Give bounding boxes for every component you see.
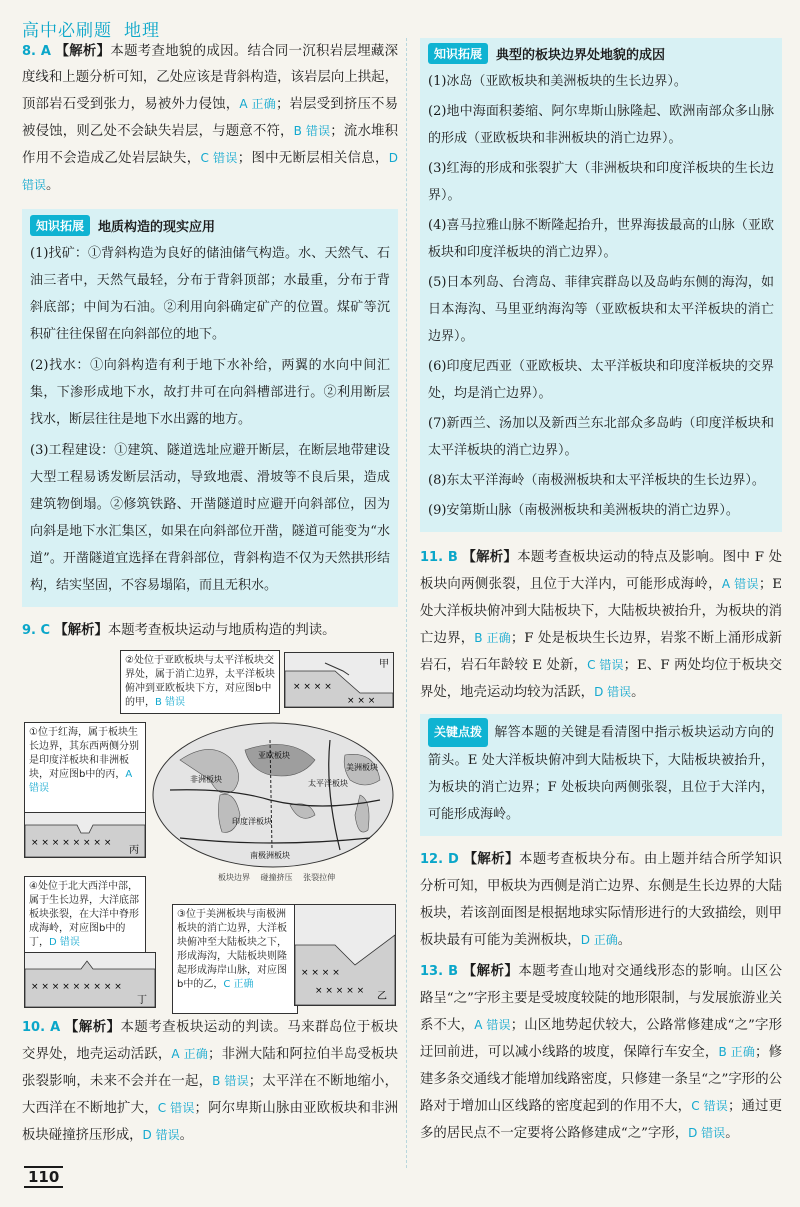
key-point-box bbox=[420, 714, 782, 836]
map-label-antarctic: 南极洲板块 bbox=[250, 851, 290, 860]
q11-seg5: 。 bbox=[631, 685, 645, 700]
q9-tag: 【解析】 bbox=[54, 622, 108, 638]
q10-tag: 【解析】 bbox=[64, 1019, 121, 1035]
q11-ans4: D 错误 bbox=[594, 685, 632, 699]
q10-seg3: ；太平洋在不断地缩小，大西洋在不断地扩大， bbox=[22, 1074, 398, 1116]
callout-1-text: ①位于红海，属于板块生长边界，其东西两侧分别是印度洋板块和非洲板块，对应图b中的丙， bbox=[29, 727, 139, 780]
q12-answer bbox=[420, 846, 782, 954]
q10-seg5: 。 bbox=[179, 1128, 193, 1143]
label-ding: 丁 bbox=[137, 995, 147, 1006]
q9-text: 本题考查板块运动与地质构造的判读。 bbox=[107, 623, 336, 638]
column-divider bbox=[406, 38, 407, 1168]
kb2-item-8: (8)东太平洋海岭（南极洲板块和太平洋板块的生长边界）。 bbox=[428, 473, 765, 488]
q10-ans2: B 错误 bbox=[212, 1074, 249, 1088]
q11-tag: 【解析】 bbox=[462, 549, 518, 565]
section-ding bbox=[24, 952, 156, 1008]
kb2-item-7: (7)新西兰、汤加以及新西兰东北部众多岛屿（印度洋板块和太平洋板块的消亡边界）。 bbox=[428, 416, 774, 458]
subject-title: 地理 bbox=[124, 21, 160, 41]
q11-ans3: C 错误 bbox=[587, 658, 624, 672]
q8-ans2: B 错误 bbox=[293, 124, 331, 138]
book-title: 高中必刷题 bbox=[22, 21, 112, 41]
kb2-item-2: (2)地中海面积萎缩、阿尔卑斯山脉隆起、欧洲南部众多山脉的形成（亚欧板块和非洲板块的消亡边界）。 bbox=[428, 104, 774, 146]
q13-ans4: D 错误 bbox=[688, 1126, 726, 1140]
q8-number: 8. A bbox=[22, 44, 51, 59]
callout-1 bbox=[24, 722, 146, 814]
section-jia-drawing bbox=[285, 653, 393, 707]
q11-seg1: 本题考查板块运动的特点及影响。图中 F 处板块向两侧张裂，且位于大洋内，可能形成海岭， bbox=[420, 550, 782, 592]
callout-2-answer: B 错误 bbox=[155, 697, 186, 708]
q13-ans1: A 错误 bbox=[474, 1018, 511, 1032]
legend-item-3: 张裂拉伸 bbox=[303, 873, 336, 882]
q10-seg1: 本题考查板块运动的判读。马来群岛位于板块交界处，地壳运动活跃， bbox=[22, 1020, 399, 1062]
plate-figure bbox=[22, 650, 398, 1010]
legend-item-1: 板块边界 bbox=[218, 873, 250, 882]
legend-item-2: 碰撞挤压 bbox=[260, 873, 293, 882]
kb2-title: 典型的板块边界处地貌的成因 bbox=[496, 48, 666, 63]
kb1-tag: 知识拓展 bbox=[30, 215, 90, 236]
callout-3-text: ③位于美洲板块与南极洲板块的消亡边界，大洋板块俯冲至大陆板块之下，形成海沟，大陆板块则隆起形成海岸山脉，对应图b中的乙， bbox=[177, 909, 287, 990]
kb2-item-9: (9)安第斯山脉（南极洲板块和美洲板块的消亡边界）。 bbox=[428, 503, 739, 518]
q13-seg2: ；山区地势起伏较大，公路常修建成“之”字形迂回前进，可以减小线路的坡度，保障行车安全， bbox=[420, 1018, 782, 1060]
kb2-item-1: (1)冰岛（亚欧板块和美洲板块的生长边界）。 bbox=[428, 74, 687, 89]
page-number: 110 bbox=[24, 1166, 63, 1188]
callout-2 bbox=[120, 650, 280, 714]
q8-ans4: D 错误 bbox=[22, 151, 399, 192]
world-map-drawing bbox=[150, 720, 396, 870]
map-label-eurasian: 亚欧板块 bbox=[258, 751, 290, 760]
q13-answer bbox=[420, 958, 782, 1147]
section-bing bbox=[24, 812, 146, 858]
kb2-item-4: (4)喜马拉雅山脉不断隆起抬升，世界海拔最高的山脉（亚欧板块和印度洋板块的消亡边界）。 bbox=[428, 218, 774, 260]
knowledge-box-plates bbox=[420, 38, 782, 532]
right-column bbox=[420, 38, 782, 1147]
q10-seg4: ；阿尔卑斯山脉由亚欧板块和非洲板块碰撞挤压形成， bbox=[22, 1101, 399, 1143]
label-yi: 乙 bbox=[377, 991, 387, 1002]
q13-number: 13. B bbox=[420, 964, 458, 979]
key-point-text bbox=[428, 718, 774, 828]
map-label-pacific: 太平洋板块 bbox=[308, 779, 348, 788]
q10-ans3: C 错误 bbox=[157, 1101, 195, 1115]
svg-text:× × × ×: × × × × bbox=[301, 968, 340, 978]
q13-ans3: C 错误 bbox=[691, 1099, 728, 1113]
svg-text:× × × × × × × ×: × × × × × × × × bbox=[31, 838, 112, 848]
q11-seg4: ；E、F 两处均位于板块交界处，地壳运动均较为活跃， bbox=[420, 658, 782, 700]
kb1-title: 地质构造的现实应用 bbox=[98, 220, 216, 235]
q12-tag: 【解析】 bbox=[463, 851, 520, 867]
callout-3 bbox=[172, 904, 298, 1014]
svg-text:× × ×: × × × bbox=[347, 696, 376, 706]
label-bing: 丙 bbox=[129, 845, 139, 856]
map-legend bbox=[218, 872, 335, 883]
section-bing-drawing bbox=[25, 813, 145, 857]
q11-ans2: B 正确 bbox=[474, 631, 511, 645]
section-yi bbox=[294, 904, 396, 1006]
svg-text:× × × ×: × × × × bbox=[293, 682, 332, 692]
q8-seg3: ；流水堆积作用不会造成乙处岩层缺失， bbox=[22, 124, 399, 166]
q10-answer bbox=[22, 1014, 398, 1149]
q8-seg5: 。 bbox=[46, 178, 60, 193]
q13-seg1: 本题考查山地对交通线形态的影响。山区公路呈“之”字形主要是受坡度较陡的地形限制，与发展旅游业关系不大， bbox=[420, 964, 783, 1033]
q13-seg5: 。 bbox=[725, 1126, 739, 1141]
q9-answer bbox=[22, 617, 398, 644]
q10-ans1: A 正确 bbox=[171, 1047, 209, 1061]
knowledge-box-geology bbox=[22, 209, 398, 607]
callout-2-text: ②处位于亚欧板块与太平洋板块交界处，属于消亡边界，太平洋板块俯冲到亚欧板块下方，对应图b中的甲， bbox=[125, 655, 275, 708]
q8-tag: 【解析】 bbox=[55, 43, 111, 59]
section-ding-drawing bbox=[25, 953, 155, 1007]
label-jia: 甲 bbox=[379, 659, 389, 670]
q11-answer bbox=[420, 544, 782, 706]
callout-4 bbox=[24, 876, 146, 954]
section-jia bbox=[284, 652, 394, 708]
world-plate-map bbox=[150, 720, 396, 870]
q10-seg2: ；非洲大陆和阿拉伯半岛受板块张裂影响，未来不会并在一起， bbox=[22, 1047, 399, 1089]
page-header bbox=[22, 16, 160, 41]
q11-seg3: ；F 处是板块生长边界，岩浆不断上涌形成新岩石，岩石年龄较 E 处新， bbox=[420, 631, 782, 673]
q13-ans2: B 正确 bbox=[718, 1045, 756, 1059]
svg-text:× × × × × × × × ×: × × × × × × × × × bbox=[31, 982, 122, 992]
q10-ans4: D 错误 bbox=[142, 1128, 180, 1142]
left-column bbox=[22, 38, 398, 1149]
kb1-title-row bbox=[30, 215, 390, 236]
q8-ans3: C 错误 bbox=[200, 151, 238, 165]
kb1-p2: (2)找水：①向斜构造有利于地下水补给，两翼的水向中间汇集，下渗形成地下水，故打井可在向斜槽部进行。②利用断层找水，断层往往是地下水出露的地方。 bbox=[30, 358, 390, 427]
section-yi-drawing bbox=[295, 905, 395, 1005]
q13-seg3: ；修建多条交通线才能增加线路密度，只修建一条呈“之”字形的公路对于增加山区线路的密度起到的作用不大， bbox=[420, 1045, 782, 1114]
q13-seg4: ；通过更多的居民点不一定要将公路修建成“之”字形， bbox=[420, 1099, 783, 1141]
q13-tag: 【解析】 bbox=[462, 963, 519, 979]
map-label-american: 美洲板块 bbox=[346, 763, 378, 772]
map-label-african: 非洲板块 bbox=[190, 775, 222, 784]
kb1-p1: (1)找矿：①背斜构造为良好的储油储气构造。水、天然气、石油三者中，天然气最轻，分布于背斜顶部；水最重，分布于背斜底部；中间为石油。②利用向斜确定矿产的位置。煤矿等沉积矿往往保留在向斜部位的地下。 bbox=[30, 246, 390, 342]
q8-ans1: A 正确 bbox=[239, 97, 276, 111]
kb2-title-row bbox=[428, 43, 774, 64]
q11-ans1: A 错误 bbox=[721, 577, 759, 591]
callout-4-answer: D 错误 bbox=[49, 937, 80, 948]
q8-answer bbox=[22, 38, 398, 199]
kb1-p3: (3)工程建设：①建筑、隧道选址应避开断层，在断层地带建设大型工程易诱发断层活动，导致地震、滑坡等不良后果，造成建筑物倒塌。②修筑铁路、开凿隧道时应避开向斜部位，因为向斜是地下水汇集区，如果在向斜部位开凿，隧道可能变为“水道”。开凿隧道宜选择在背斜部位，背斜构造不仅为天然拱形结构，结实坚固，不容易塌陷，而且无积水。 bbox=[30, 443, 390, 593]
q11-seg2: ；E 处大洋板块俯冲到大陆板块下，大陆板块被抬升，为板块的消亡边界， bbox=[420, 577, 782, 646]
key-point-tag: 关键点拨 bbox=[428, 718, 488, 747]
callout-1-answer: A 错误 bbox=[29, 769, 133, 794]
map-label-indian: 印度洋板块 bbox=[232, 817, 272, 826]
q8-seg1: 本题考查地貌的成因。结合同一沉积岩层埋藏深度线和上题分析可知，乙处应该是背斜构造，该岩层向上拱起，顶部岩石受到张力，易被外力侵蚀， bbox=[22, 44, 399, 112]
q8-seg2: ；岩层受到挤压不易被侵蚀，则乙处不会缺失岩层，与题意不符， bbox=[22, 97, 399, 139]
callout-4-text: ④处位于北大西洋中部，属于生长边界，大洋底部板块张裂，在大洋中脊形成海岭，对应图b中的丁， bbox=[29, 881, 139, 948]
kb2-item-3: (3)红海的形成和张裂扩大（非洲板块和印度洋板块的生长边界）。 bbox=[428, 161, 774, 203]
kb2-tag: 知识拓展 bbox=[428, 43, 488, 64]
q12-ans1: D 正确 bbox=[580, 933, 618, 947]
q12-seg1: 本题考查板块分布。由上题并结合所学知识分析可知，甲板块为西侧是消亡边界、东侧是生长边界的大陆板块，若该剖面图是根据地球实际情形进行的大致描绘，则甲板块最有可能为美洲板块， bbox=[420, 852, 782, 948]
q12-number: 12. D bbox=[420, 852, 459, 867]
q10-number: 10. A bbox=[22, 1020, 61, 1035]
q8-seg4: ；图中无断层相关信息， bbox=[237, 151, 389, 166]
q11-number: 11. B bbox=[420, 550, 458, 565]
kb2-item-5: (5)日本列岛、台湾岛、菲律宾群岛以及岛屿东侧的海沟，如日本海沟、马里亚纳海沟等（亚欧板块和太平洋板块的消亡边界）。 bbox=[428, 275, 774, 344]
q12-seg2: 。 bbox=[617, 933, 632, 948]
kb2-item-6: (6)印度尼西亚（亚欧板块、太平洋板块和印度洋板块的交界处，均是消亡边界）。 bbox=[428, 359, 774, 401]
callout-3-answer: C 正确 bbox=[223, 979, 254, 990]
q9-number: 9. C bbox=[22, 623, 51, 638]
key-point-body: 解答本题的关键是看清图中指示板块运动方向的箭头。E 处大洋板块俯冲到大陆板块下，大陆板块被抬升，为板块的消亡边界；F 处板块向两侧张裂，且位于大洋内，可能形成海岭。 bbox=[428, 725, 774, 822]
svg-text:× × × × ×: × × × × × bbox=[315, 986, 365, 996]
